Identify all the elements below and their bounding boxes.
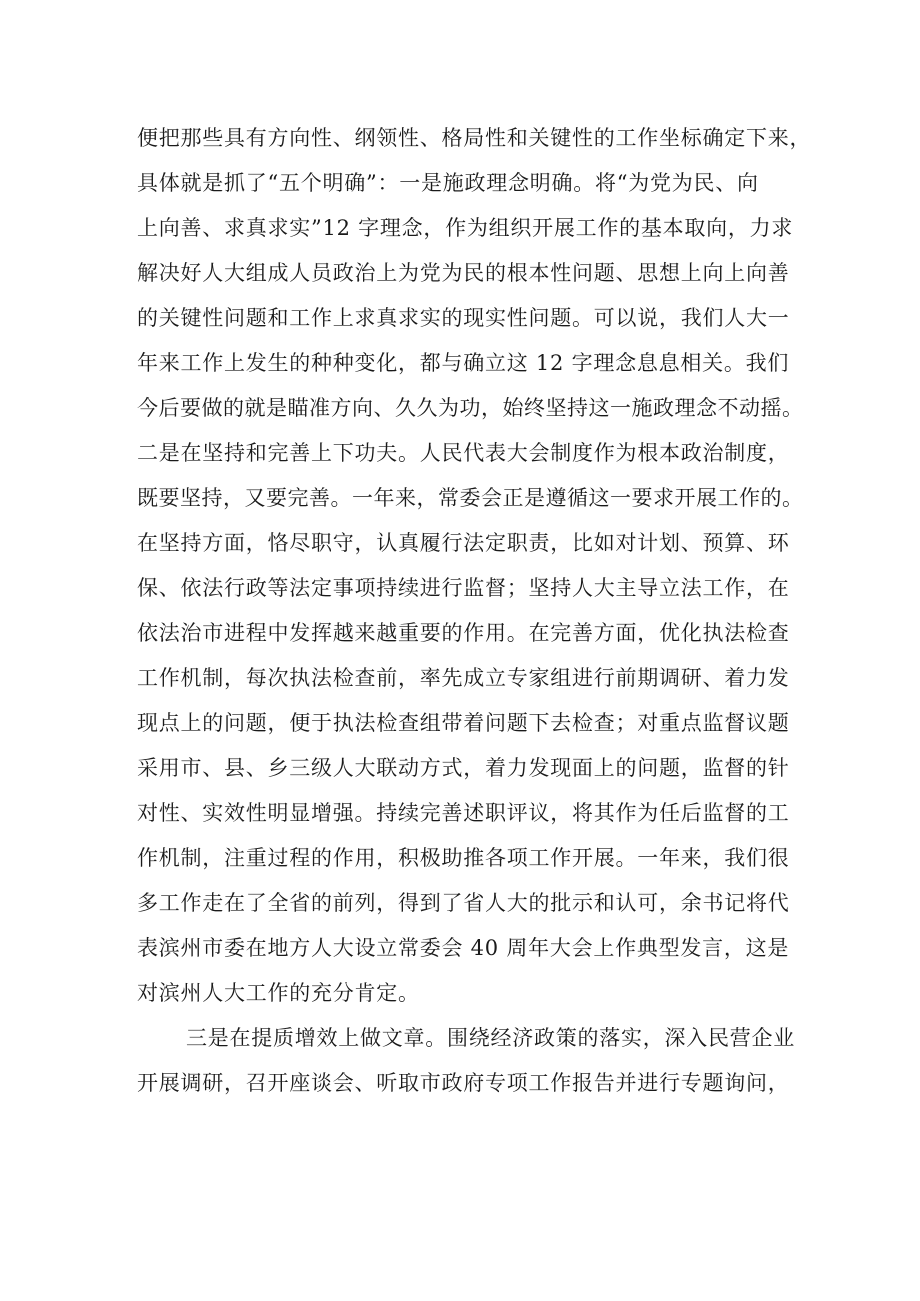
body-line-6: 年来工作上发生的种种变化，都与确立这 12 字理念息息相关。我们 bbox=[137, 351, 790, 375]
body-line-5: 的关键性问题和工作上求真求实的现实性问题。可以说，我们人大一 bbox=[137, 306, 790, 330]
body-line-20: 对滨州人大工作的充分肯定。 bbox=[137, 981, 420, 1005]
body-line-13: 工作机制，每次执法检查前，率先成立专家组进行前期调研、着力发 bbox=[137, 666, 790, 690]
body-line-22: 开展调研，召开座谈会、听取市政府专项工作报告并进行专题询问， bbox=[137, 1071, 790, 1095]
body-line-4: 解决好人大组成人员政治上为党为民的根本性问题、思想上向上向善 bbox=[137, 261, 790, 285]
body-line-9: 既要坚持，又要完善。一年来，常委会正是遵循这一要求开展工作的。 bbox=[137, 486, 804, 510]
body-line-18: 多工作走在了全省的前列，得到了省人大的批示和认可，余书记将代 bbox=[137, 891, 790, 915]
body-line-12: 依法治市进程中发挥越来越重要的作用。在完善方面，优化执法检查 bbox=[137, 621, 790, 645]
body-line-21: 三是在提质增效上做文章。围绕经济政策的落实，深入民营企业 bbox=[186, 1026, 795, 1050]
body-line-8: 二是在坚持和完善上下功夫。人民代表大会制度作为根本政治制度， bbox=[137, 441, 790, 465]
body-line-17: 作机制，注重过程的作用，积极助推各项工作开展。一年来，我们很 bbox=[137, 846, 790, 870]
body-line-19: 表滨州市委在地方人大设立常委会 40 周年大会上作典型发言，这是 bbox=[137, 936, 790, 960]
body-line-3: 上向善、求真求实”12 字理念，作为组织开展工作的基本取向，力求 bbox=[137, 216, 794, 240]
body-line-11: 保、依法行政等法定事项持续进行监督；坚持人大主导立法工作，在 bbox=[137, 576, 790, 600]
body-line-15: 采用市、县、乡三级人大联动方式，着力发现面上的问题，监督的针 bbox=[137, 756, 790, 780]
body-line-16: 对性、实效性明显增强。持续完善述职评议，将其作为任后监督的工 bbox=[137, 801, 790, 825]
body-line-2: 具体就是抓了“五个明确”：一是施政理念明确。将“为党为民、向 bbox=[137, 171, 759, 195]
body-line-7: 今后要做的就是瞄准方向、久久为功，始终坚持这一施政理念不动摇。 bbox=[137, 396, 804, 420]
body-line-14: 现点上的问题，便于执法检查组带着问题下去检查；对重点监督议题 bbox=[137, 711, 790, 735]
body-line-1: 便把那些具有方向性、纲领性、格局性和关键性的工作坐标确定下来， bbox=[137, 126, 812, 150]
body-line-10: 在坚持方面，恪尽职守，认真履行法定职责，比如对计划、预算、环 bbox=[137, 531, 790, 555]
